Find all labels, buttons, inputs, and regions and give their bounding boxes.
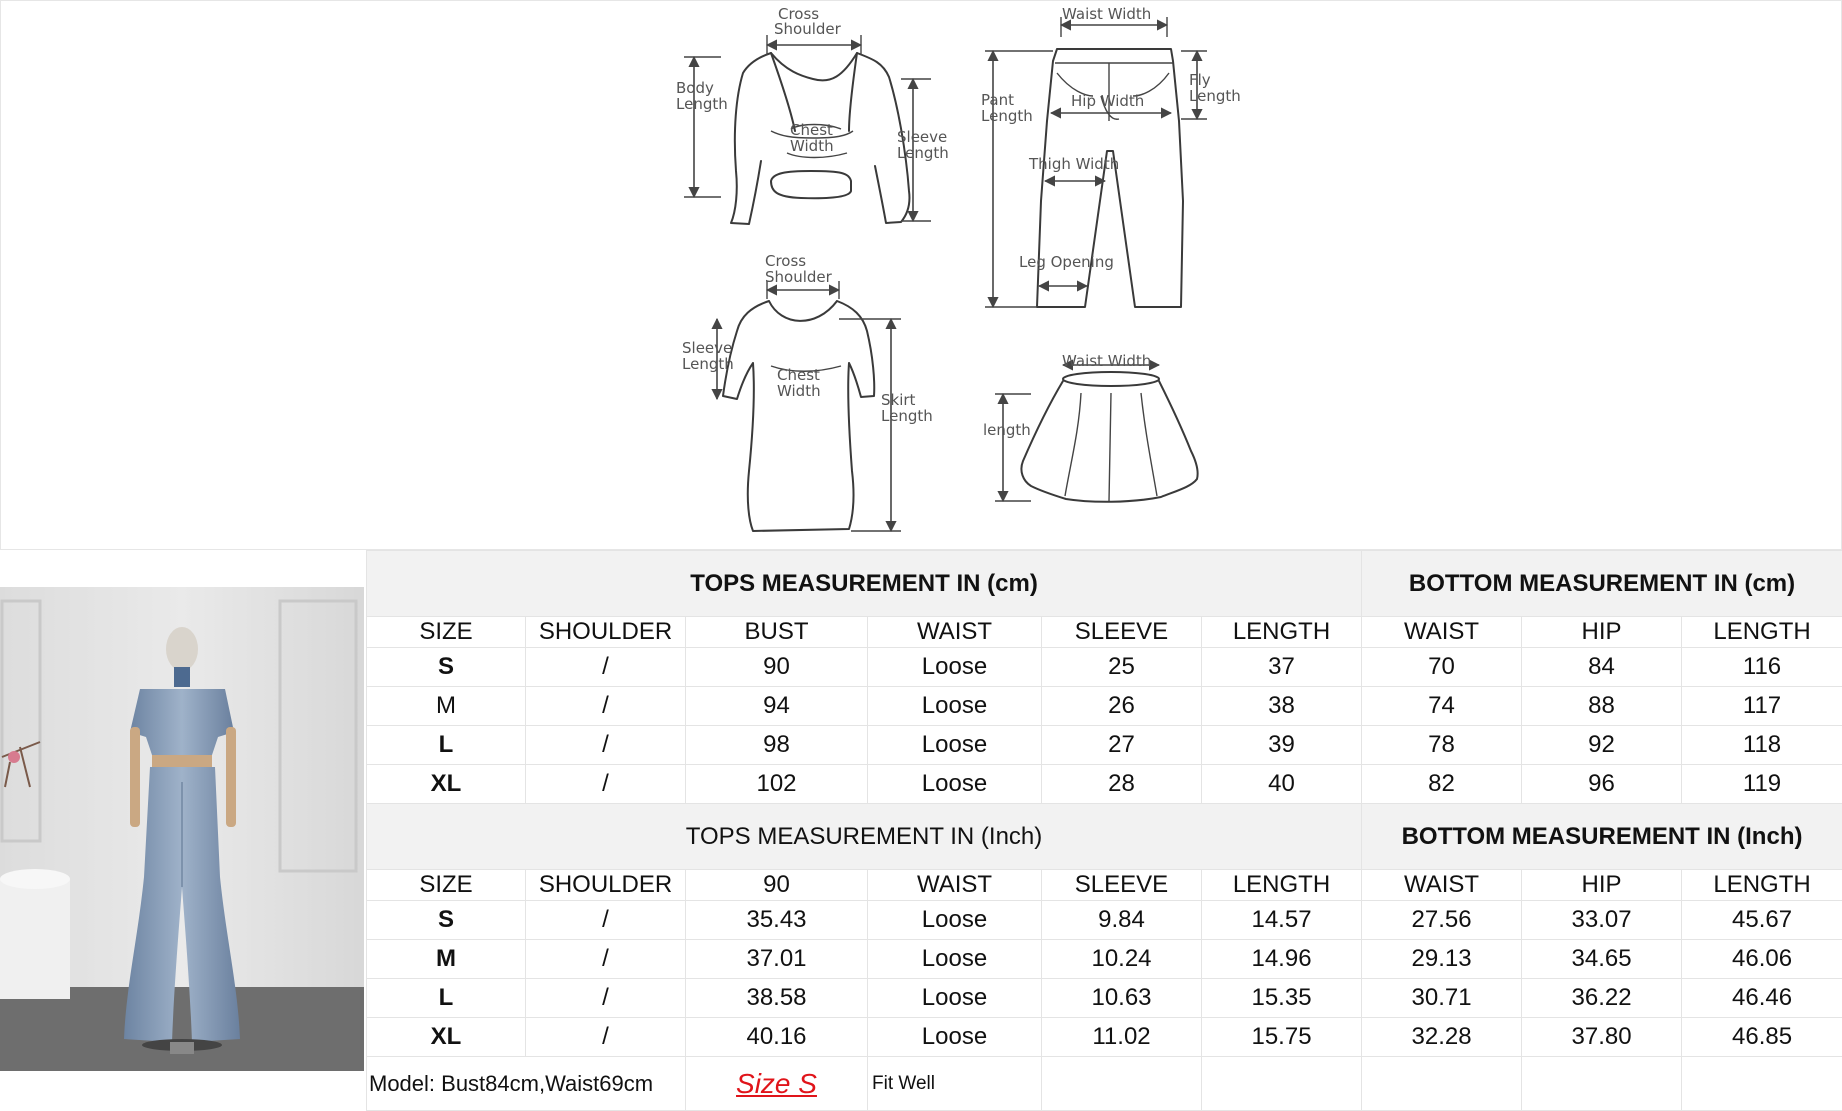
size-cell: S (367, 648, 526, 687)
inch-header-waist: WAIST (868, 870, 1042, 901)
inch-header-sleeve: SLEEVE (1042, 870, 1202, 901)
table-row (367, 765, 1842, 804)
table-cell: 35.43 (686, 901, 868, 940)
table-cell: 82 (1362, 765, 1522, 804)
table-cell: 15.35 (1202, 979, 1362, 1018)
top-sleeve-length-label-2: Length (897, 144, 949, 162)
table-cell: / (526, 726, 686, 765)
table-cell: Loose (868, 940, 1042, 979)
top-chest-width-label: Chest (790, 121, 833, 139)
table-cell: 25 (1042, 648, 1202, 687)
table-cell: 14.57 (1202, 901, 1362, 940)
table-row (367, 687, 1842, 726)
top-chest-width-label-2: Width (790, 137, 834, 155)
empty-cell (1522, 1057, 1682, 1111)
table-cell: 102 (686, 765, 868, 804)
inch-header-bottom-length: LENGTH (1682, 870, 1842, 901)
table-cell: 119 (1682, 765, 1842, 804)
inch-column-header-row (367, 870, 1842, 901)
product-photo-drawing (0, 587, 364, 1071)
skirt-length-label: length (983, 421, 1031, 439)
table-cell: 92 (1522, 726, 1682, 765)
cm-header-length: LENGTH (1202, 617, 1362, 648)
empty-cell (1042, 1057, 1202, 1111)
dress-sleeve-length-label: Sleeve (682, 339, 732, 357)
table-cell: 38 (1202, 687, 1362, 726)
table-cell: 26 (1042, 687, 1202, 726)
table-cell: 29.13 (1362, 940, 1522, 979)
table-cell: 39 (1202, 726, 1362, 765)
model-info-row (367, 1057, 1842, 1111)
size-cell: L (367, 979, 526, 1018)
table-cell: 36.22 (1522, 979, 1682, 1018)
cm-header-waist: WAIST (868, 617, 1042, 648)
inch-header-hip: HIP (1522, 870, 1682, 901)
table-cell: 116 (1682, 648, 1842, 687)
model-size: Size S (686, 1057, 868, 1111)
cm-header-sleeve: SLEEVE (1042, 617, 1202, 648)
cm-header-bust: BUST (686, 617, 868, 648)
table-cell: 34.65 (1522, 940, 1682, 979)
size-cell: M (367, 940, 526, 979)
table-cell: Loose (868, 687, 1042, 726)
skirt-waist-width-label: Waist Width (1062, 352, 1151, 370)
table-cell: 46.46 (1682, 979, 1842, 1018)
table-cell: 96 (1522, 765, 1682, 804)
table-cell: 14.96 (1202, 940, 1362, 979)
table-cell: / (526, 940, 686, 979)
size-cell: XL (367, 1018, 526, 1057)
measurement-diagram-svg (1, 1, 1842, 551)
dress-chest-width-label-2: Width (777, 382, 821, 400)
inch-section-header-row (367, 804, 1842, 870)
table-row (367, 648, 1842, 687)
table-cell: 46.85 (1682, 1018, 1842, 1057)
top-cross-shoulder-label-2: Shoulder (774, 20, 842, 38)
cm-header-shoulder: SHOULDER (526, 617, 686, 648)
top-body-length-label: Body (676, 79, 714, 97)
pant-fly-length-label: Fly (1189, 71, 1211, 89)
size-cell: L (367, 726, 526, 765)
table-cell: 38.58 (686, 979, 868, 1018)
bottom-cm-title: BOTTOM MEASUREMENT IN (cm) (1362, 551, 1842, 617)
table-cell: 74 (1362, 687, 1522, 726)
table-cell: 94 (686, 687, 868, 726)
table-cell: 27.56 (1362, 901, 1522, 940)
size-cell: XL (367, 765, 526, 804)
table-cell: / (526, 648, 686, 687)
product-photo (0, 587, 364, 1071)
table-cell: 11.02 (1042, 1018, 1202, 1057)
table-cell: 30.71 (1362, 979, 1522, 1018)
table-cell: 118 (1682, 726, 1842, 765)
cm-section-header-row (367, 551, 1842, 617)
size-cell: M (367, 687, 526, 726)
inch-header-length: LENGTH (1202, 870, 1362, 901)
cm-header-hip: HIP (1522, 617, 1682, 648)
pant-length-label-2: Length (981, 107, 1033, 125)
table-cell: 37.80 (1522, 1018, 1682, 1057)
table-cell: 32.28 (1362, 1018, 1522, 1057)
dress-sleeve-length-label-2: Length (682, 355, 734, 373)
table-cell: 37 (1202, 648, 1362, 687)
size-cell: S (367, 901, 526, 940)
inch-header-size: SIZE (367, 870, 526, 901)
inch-header-bottom-waist: WAIST (1362, 870, 1522, 901)
table-cell: 15.75 (1202, 1018, 1362, 1057)
table-cell: 40.16 (686, 1018, 868, 1057)
table-cell: 70 (1362, 648, 1522, 687)
dress-cross-shoulder-label: Cross (765, 252, 806, 270)
table-cell: 88 (1522, 687, 1682, 726)
table-cell: 33.07 (1522, 901, 1682, 940)
top-body-length-label-2: Length (676, 95, 728, 113)
inch-header-bust: 90 (686, 870, 868, 901)
empty-cell (1682, 1057, 1842, 1111)
cm-column-header-row (367, 617, 1842, 648)
tops-cm-title: TOPS MEASUREMENT IN (cm) (367, 551, 1362, 617)
table-cell: 117 (1682, 687, 1842, 726)
table-cell: Loose (868, 726, 1042, 765)
pant-fly-length-label-2: Length (1189, 87, 1241, 105)
table-cell: 27 (1042, 726, 1202, 765)
table-cell: Loose (868, 648, 1042, 687)
dress-chest-width-label: Chest (777, 366, 820, 384)
fit-note: Fit Well (868, 1057, 1042, 1111)
bottom-inch-title: BOTTOM MEASUREMENT IN (Inch) (1362, 804, 1842, 870)
pant-length-label: Pant (981, 91, 1014, 109)
cm-header-bottom-waist: WAIST (1362, 617, 1522, 648)
table-cell: 98 (686, 726, 868, 765)
cm-header-bottom-length: LENGTH (1682, 617, 1842, 648)
table-cell: Loose (868, 1018, 1042, 1057)
top-cross-shoulder-label: Cross (778, 5, 819, 23)
table-cell: Loose (868, 901, 1042, 940)
table-cell: 28 (1042, 765, 1202, 804)
table-cell: Loose (868, 979, 1042, 1018)
empty-cell (1202, 1057, 1362, 1111)
top-sleeve-length-label: Sleeve (897, 128, 947, 146)
table-cell: 9.84 (1042, 901, 1202, 940)
table-cell: 78 (1362, 726, 1522, 765)
tops-inch-title: TOPS MEASUREMENT IN (Inch) (367, 804, 1362, 870)
inch-header-shoulder: SHOULDER (526, 870, 686, 901)
model-measurements: Model: Bust84cm,Waist69cm (367, 1057, 686, 1111)
table-row (367, 1018, 1842, 1057)
table-cell: / (526, 901, 686, 940)
table-cell: Loose (868, 765, 1042, 804)
dress-garment-drawing (717, 281, 901, 531)
table-row (367, 726, 1842, 765)
table-cell: 37.01 (686, 940, 868, 979)
empty-cell (1362, 1057, 1522, 1111)
pant-waist-width-label: Waist Width (1062, 5, 1151, 23)
pant-hip-width-label: Hip Width (1071, 92, 1144, 110)
dress-cross-shoulder-label-2: Shoulder (765, 268, 833, 286)
table-cell: 46.06 (1682, 940, 1842, 979)
table-row (367, 979, 1842, 1018)
pant-thigh-width-label: Thigh Width (1028, 155, 1119, 173)
table-cell: 90 (686, 648, 868, 687)
table-cell: / (526, 765, 686, 804)
table-cell: / (526, 979, 686, 1018)
cm-header-size: SIZE (367, 617, 526, 648)
table-cell: 10.63 (1042, 979, 1202, 1018)
pant-leg-opening-label: Leg Opening (1019, 253, 1114, 271)
table-cell: / (526, 687, 686, 726)
size-chart-table (366, 550, 1842, 1111)
measurement-diagram (0, 0, 1842, 550)
table-cell: 40 (1202, 765, 1362, 804)
dress-skirt-length-label: Skirt (881, 391, 916, 409)
table-row (367, 940, 1842, 979)
table-row (367, 901, 1842, 940)
dress-skirt-length-label-2: Length (881, 407, 933, 425)
table-cell: 84 (1522, 648, 1682, 687)
table-cell: 10.24 (1042, 940, 1202, 979)
table-cell: / (526, 1018, 686, 1057)
table-cell: 45.67 (1682, 901, 1842, 940)
